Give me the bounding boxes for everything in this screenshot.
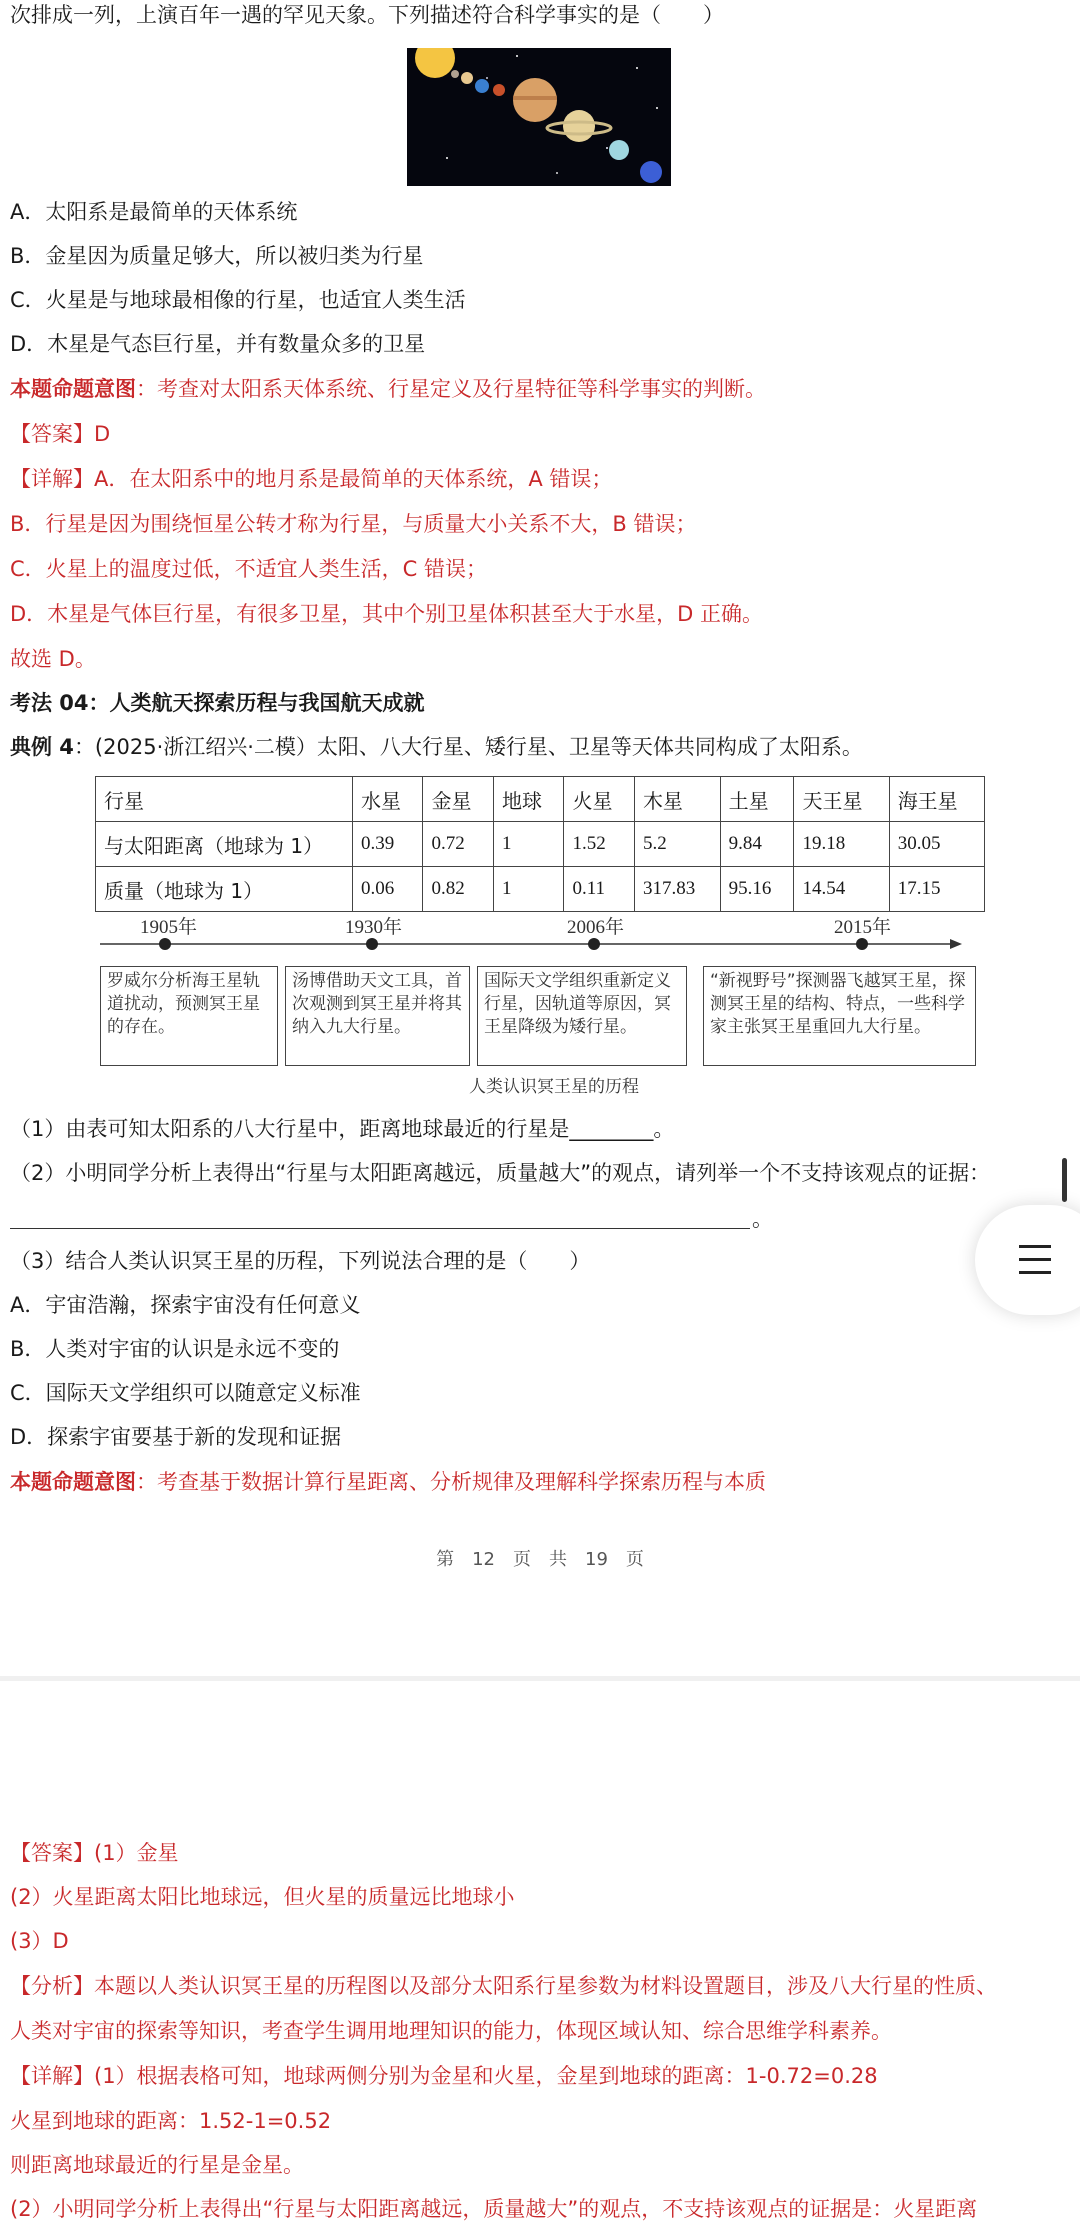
option-c: C．火星是与地球最相像的行星，也适宜人类生活	[10, 288, 466, 312]
blank-end: 。	[752, 1207, 773, 1231]
option-b: B．金星因为质量足够大，所以被归类为行星	[10, 244, 424, 268]
table-cell: 木星	[634, 777, 720, 822]
timeline-year: 1905年	[140, 917, 198, 938]
table-cell: 1	[493, 867, 563, 912]
detail-1-line: B．行星是因为围绕恒星公转才称为行星，与质量大小关系不大，B 错误；	[10, 512, 697, 536]
table-row	[96, 867, 985, 912]
table-cell: 1.52	[564, 822, 634, 867]
example-label: 典例 4	[10, 735, 74, 759]
intent-2-label: 本题命题意图	[10, 1470, 136, 1494]
detail-1-line: C．火星上的温度过低，不适宜人类生活，C 错误；	[10, 557, 487, 581]
table-row	[96, 822, 985, 867]
table-cell: 与太阳距离（地球为 1）	[96, 822, 353, 867]
solar-system-image	[407, 48, 671, 186]
timeline-dot	[856, 938, 868, 950]
table-cell: 0.39	[353, 822, 423, 867]
detail-2-line: 火星到地球的距离：1.52-1=0.52	[10, 2109, 332, 2133]
timeline-dot	[159, 938, 171, 950]
table-cell: 5.2	[634, 822, 720, 867]
intent-1-label: 本题命题意图	[10, 377, 136, 401]
table-cell: 14.54	[794, 867, 889, 912]
analysis-line: 人类对宇宙的探索等知识，考查学生调用地理知识的能力，体现区域认知、综合思维学科素养。	[10, 2019, 892, 2043]
section-title: 考法 04：人类航天探索历程与我国航天成就	[10, 691, 425, 715]
analysis-line: 【分析】本题以人类认识冥王星的历程图以及部分太阳系行星参数为材料设置题目，涉及八大行星的性质、	[10, 1974, 997, 1998]
timeline-box: 国际天文学组织重新定义行星，因轨道等原因，冥王星降级为矮行星。	[477, 966, 687, 1066]
detail-2-line: 【详解】(1）根据表格可知，地球两侧分别为金星和火星，金星到地球的距离：1-0.72=0.28	[10, 2064, 878, 2088]
page-separator	[0, 1676, 1080, 1681]
table-cell: 1	[493, 822, 563, 867]
intent-1	[10, 374, 766, 404]
example-intro	[10, 732, 863, 762]
timeline-box: 汤博借助天文工具，首次观测到冥王星并将其纳入九大行星。	[285, 966, 470, 1066]
page-number: 第 12 页 共 19 页	[436, 1549, 644, 1570]
table-cell: 9.84	[720, 822, 794, 867]
timeline-caption: 人类认识冥王星的历程	[469, 1077, 639, 1097]
timeline-year: 2015年	[834, 917, 892, 938]
scrollbar-thumb[interactable]	[1062, 1158, 1067, 1202]
table-cell: 土星	[720, 777, 794, 822]
timeline-dot	[366, 938, 378, 950]
planet-table	[95, 776, 985, 912]
table-cell: 19.18	[794, 822, 889, 867]
table-cell: 95.16	[720, 867, 794, 912]
table-cell: 天王星	[794, 777, 889, 822]
table-cell: 0.06	[353, 867, 423, 912]
table-cell: 火星	[564, 777, 634, 822]
table-cell: 17.15	[889, 867, 984, 912]
detail-1-line: D．木星是气体巨行星，有很多卫星，其中个别卫星体积甚至大于水星，D 正确。	[10, 602, 764, 626]
table-header-row	[96, 777, 985, 822]
option-a: A．太阳系是最简单的天体系统	[10, 200, 298, 224]
table-cell: 0.82	[423, 867, 493, 912]
detail-1-line: 故选 D。	[10, 647, 96, 671]
table-cell: 0.72	[423, 822, 493, 867]
timeline-year: 1930年	[345, 917, 403, 938]
table-cell: 30.05	[889, 822, 984, 867]
sub-question-2: （2）小明同学分析上表得出“行星与太阳距离越远，质量越大”的观点，请列举一个不支持该观点的证据：	[10, 1161, 991, 1185]
table-cell: 金星	[423, 777, 493, 822]
option-a: A．宇宙浩瀚，探索宇宙没有任何意义	[10, 1293, 361, 1317]
table-cell: 海王星	[889, 777, 984, 822]
timeline-dot	[588, 938, 600, 950]
option-d: D．探索宇宙要基于新的发现和证据	[10, 1425, 342, 1449]
intent-1-text: ：考查对太阳系天体系统、行星定义及行星特征等科学事实的判断。	[136, 377, 766, 401]
table-cell: 质量（地球为 1）	[96, 867, 353, 912]
table-cell: 地球	[493, 777, 563, 822]
sub-question-3: （3）结合人类认识冥王星的历程，下列说法合理的是（ ）	[10, 1249, 591, 1273]
detail-2-line: (2）小明同学分析上表得出“行星与太阳距离越远，质量越大”的观点，不支持该观点的证据是：火星距离	[10, 2197, 978, 2221]
intent-2-text: ：考查基于数据计算行星距离、分析规律及理解科学探索历程与本质	[136, 1470, 766, 1494]
intent-2	[10, 1467, 766, 1497]
sub-question-1: （1）由表可知太阳系的八大行星中，距离地球最近的行星是________。	[10, 1117, 675, 1141]
answer-1: 【答案】D	[10, 422, 111, 446]
table-cell: 行星	[96, 777, 353, 822]
menu-button[interactable]	[975, 1205, 1080, 1315]
option-c: C．国际天文学组织可以随意定义标准	[10, 1381, 361, 1405]
answer-blank-line	[10, 1228, 750, 1229]
timeline-year: 2006年	[567, 917, 625, 938]
detail-1-line: 【详解】A．在太阳系中的地月系是最简单的天体系统，A 错误；	[10, 467, 613, 491]
table-cell: 水星	[353, 777, 423, 822]
table-cell: 0.11	[564, 867, 634, 912]
table-cell: 317.83	[634, 867, 720, 912]
option-d: D．木星是气态巨行星，并有数量众多的卫星	[10, 332, 426, 356]
question-stem: 次排成一列，上演百年一遇的罕见天象。下列描述符合科学事实的是（ ）	[10, 3, 724, 27]
answer-2-line: (3）D	[10, 1929, 69, 1953]
example-text: ：(2025·浙江绍兴·二模）太阳、八大行星、矮行星、卫星等天体共同构成了太阳系。	[73, 735, 863, 759]
detail-2-line: 则距离地球最近的行星是金星。	[10, 2153, 304, 2177]
answer-2-line: (2）火星距离太阳比地球远，但火星的质量远比地球小	[10, 1885, 515, 1909]
timeline-box: 罗威尔分析海王星轨道扰动，预测冥王星的存在。	[100, 966, 278, 1066]
option-b: B．人类对宇宙的认识是永远不变的	[10, 1337, 340, 1361]
answer-2-line: 【答案】(1）金星	[10, 1841, 179, 1865]
timeline-box: “新视野号”探测器飞越冥王星，探测冥王星的结构、特点，一些科学家主张冥王星重回九大行星。	[703, 966, 976, 1066]
